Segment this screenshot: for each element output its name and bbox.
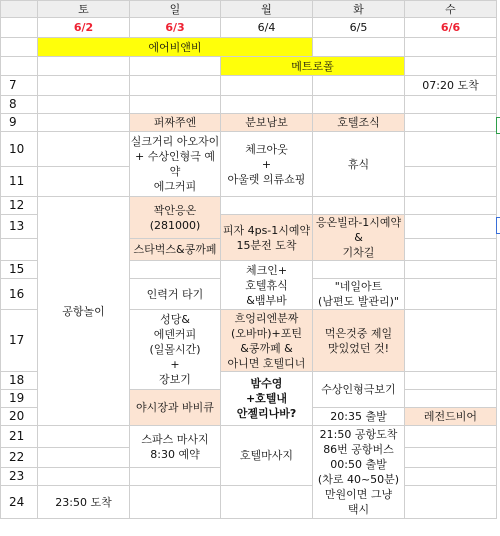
empty-cell[interactable] bbox=[38, 468, 130, 486]
date-tue[interactable]: 6/5 bbox=[313, 18, 405, 38]
empty-cell[interactable] bbox=[38, 426, 130, 448]
mon-checkout-cell[interactable]: 체크아웃 + 아울렛 의류쇼핑 bbox=[221, 132, 313, 197]
empty-cell[interactable] bbox=[405, 239, 497, 261]
empty-cell[interactable] bbox=[405, 96, 497, 114]
date-mon[interactable]: 6/4 bbox=[221, 18, 313, 38]
sun-lunch-cell[interactable]: 퍼짜쭈엔 bbox=[130, 114, 221, 132]
corner-cell[interactable] bbox=[1, 1, 38, 18]
empty-cell[interactable] bbox=[38, 167, 130, 197]
empty-cell[interactable] bbox=[405, 38, 497, 57]
empty-cell[interactable] bbox=[130, 261, 221, 279]
empty-cell[interactable] bbox=[405, 261, 497, 279]
mon-breakfast-cell[interactable]: 분보남보 bbox=[221, 114, 313, 132]
empty-cell[interactable] bbox=[130, 486, 221, 519]
tue-nail-cell[interactable]: "네일아트 (남편도 발관리)" bbox=[313, 279, 405, 310]
date-wed[interactable]: 6/6 bbox=[405, 18, 497, 38]
empty-cell[interactable] bbox=[221, 486, 313, 519]
empty-cell[interactable] bbox=[405, 197, 497, 215]
hour-row-8 bbox=[1, 96, 497, 114]
empty-cell[interactable] bbox=[38, 132, 130, 167]
tue-best-food-cell[interactable]: 먹은것중 제일 맛있었던 것! bbox=[313, 310, 405, 372]
row-number[interactable]: 7 bbox=[1, 76, 38, 96]
sun-starbucks-cell[interactable]: 스타벅스&콩까페 bbox=[130, 239, 221, 261]
empty-cell[interactable] bbox=[405, 132, 497, 167]
mon-checkin-cell[interactable]: 체크인+ 호텔휴식 &뱀부바 bbox=[221, 261, 313, 310]
row-number[interactable]: 9 bbox=[1, 114, 38, 132]
mon-pizza-cell[interactable]: 피자 4ps-1시예약 15분전 도착 bbox=[221, 215, 313, 261]
banner-row-airbnb bbox=[1, 38, 497, 57]
row-number[interactable]: 20 bbox=[1, 408, 38, 426]
empty-cell[interactable] bbox=[405, 372, 497, 390]
sun-silk-street-cell[interactable]: 실크거리 아오자이 + 수상인형극 예약 에그커피 bbox=[130, 132, 221, 197]
row-number[interactable]: 17 bbox=[1, 310, 38, 372]
tue-villa-cell[interactable]: 응온빌라-1시예약 & 기차길 bbox=[313, 215, 405, 261]
empty-cell[interactable] bbox=[405, 426, 497, 448]
hour-row-10 bbox=[1, 132, 497, 167]
mon-night-swim-cell[interactable]: 밤수영 +호텔내 안젤리나바? bbox=[221, 372, 313, 426]
row-number[interactable]: 19 bbox=[1, 390, 38, 408]
day-tue[interactable]: 화 bbox=[313, 1, 405, 18]
sun-rickshaw-cell[interactable]: 인력거 타기 bbox=[130, 279, 221, 310]
day-header-row bbox=[1, 1, 497, 18]
empty-cell[interactable] bbox=[313, 38, 405, 57]
tue-legend-beer-cell[interactable]: 레전드비어 bbox=[405, 408, 497, 426]
sat-arrival-cell[interactable]: 23:50 도착 bbox=[38, 486, 130, 519]
row-number[interactable] bbox=[1, 239, 38, 261]
empty-cell[interactable] bbox=[38, 76, 130, 96]
row-number[interactable]: 10 bbox=[1, 132, 38, 167]
empty-cell[interactable] bbox=[221, 96, 313, 114]
empty-cell[interactable] bbox=[405, 57, 497, 76]
empty-cell[interactable] bbox=[38, 114, 130, 132]
green-selection-marker bbox=[496, 117, 500, 134]
empty-cell[interactable] bbox=[38, 96, 130, 114]
tue-breakfast-cell[interactable]: 호텔조식 bbox=[313, 114, 405, 132]
metropole-banner[interactable]: 메트로폴 bbox=[221, 57, 405, 76]
row-number[interactable]: 23 bbox=[1, 468, 38, 486]
empty-cell[interactable] bbox=[405, 448, 497, 468]
empty-cell[interactable] bbox=[405, 167, 497, 197]
day-mon[interactable]: 월 bbox=[221, 1, 313, 18]
empty-cell[interactable] bbox=[405, 114, 497, 132]
row-number[interactable]: 18 bbox=[1, 372, 38, 390]
sun-cathedral-cell[interactable]: 성당& 에덴커피 (일몰시간) + 장보기 bbox=[130, 310, 221, 390]
row-number[interactable]: 12 bbox=[1, 197, 38, 215]
hour-row-24 bbox=[1, 486, 497, 519]
empty-cell[interactable] bbox=[405, 310, 497, 372]
empty-cell[interactable] bbox=[405, 279, 497, 310]
empty-cell[interactable] bbox=[405, 486, 497, 519]
empty-cell[interactable] bbox=[1, 38, 38, 57]
sun-night-market-cell[interactable]: 야시장과 바비큐 bbox=[130, 390, 221, 426]
tue-airport-cell[interactable]: 21:50 공항도착 86번 공항버스 00:50 출발 (차로 40~50분) 만원이면 그냥 택시 bbox=[313, 426, 405, 519]
tue-rest-cell[interactable]: 휴식 bbox=[313, 132, 405, 197]
row-number[interactable]: 13 bbox=[1, 215, 38, 239]
date-sat[interactable]: 6/2 bbox=[38, 18, 130, 38]
empty-cell[interactable] bbox=[313, 76, 405, 96]
sun-spa-cell[interactable]: 스파스 마사지 8:30 예약 bbox=[130, 426, 221, 468]
empty-cell[interactable] bbox=[313, 96, 405, 114]
day-sun[interactable]: 일 bbox=[130, 1, 221, 18]
empty-cell[interactable] bbox=[130, 96, 221, 114]
sun-palace-cell[interactable]: 꽉안응온 (281000) bbox=[130, 197, 221, 239]
empty-cell[interactable] bbox=[38, 57, 130, 76]
empty-cell[interactable] bbox=[313, 197, 405, 215]
row-number[interactable]: 15 bbox=[1, 261, 38, 279]
day-sat[interactable]: 토 bbox=[38, 1, 130, 18]
empty-cell[interactable] bbox=[38, 448, 130, 468]
empty-cell[interactable] bbox=[130, 76, 221, 96]
wed-arrival-cell[interactable]: 07:20 도착 bbox=[405, 76, 497, 96]
mon-dinner-cell[interactable]: 흐엉리엔분짜 (오바마)+포틴 &콩까페 & 아니면 호텔디너 bbox=[221, 310, 313, 372]
tue-water-puppet-cell[interactable]: 수상인형극보기 bbox=[313, 372, 405, 408]
empty-cell[interactable] bbox=[130, 468, 221, 486]
empty-cell[interactable] bbox=[313, 261, 405, 279]
airbnb-banner[interactable]: 에어비앤비 bbox=[38, 38, 313, 57]
date-sun[interactable]: 6/3 bbox=[130, 18, 221, 38]
banner-row-metropole bbox=[1, 57, 497, 76]
empty-cell[interactable] bbox=[405, 390, 497, 408]
empty-cell[interactable] bbox=[221, 76, 313, 96]
hour-row-12 bbox=[1, 197, 497, 215]
mon-hotel-massage-cell[interactable]: 호텔마사지 bbox=[221, 426, 313, 486]
date-corner[interactable] bbox=[1, 18, 38, 38]
hour-row-9 bbox=[1, 114, 497, 132]
sat-departure-cell[interactable]: 20:35 출발 bbox=[313, 408, 405, 426]
hour-row-7 bbox=[1, 76, 497, 96]
row-number[interactable]: 16 bbox=[1, 279, 38, 310]
empty-cell[interactable] bbox=[1, 57, 38, 76]
row-number[interactable]: 8 bbox=[1, 96, 38, 114]
sat-airport-play-cell[interactable]: 공항놀이 bbox=[38, 197, 130, 426]
empty-cell[interactable] bbox=[405, 468, 497, 486]
date-row bbox=[1, 18, 497, 38]
row-number[interactable]: 24 bbox=[1, 486, 38, 519]
row-number[interactable]: 22 bbox=[1, 448, 38, 468]
empty-cell[interactable] bbox=[221, 197, 313, 215]
row-number[interactable]: 11 bbox=[1, 167, 38, 197]
blue-selection-marker bbox=[496, 217, 500, 234]
empty-cell[interactable] bbox=[130, 57, 221, 76]
hour-row-21 bbox=[1, 426, 497, 448]
empty-cell[interactable] bbox=[405, 215, 497, 239]
day-wed[interactable]: 수 bbox=[405, 1, 497, 18]
row-number[interactable]: 21 bbox=[1, 426, 38, 448]
